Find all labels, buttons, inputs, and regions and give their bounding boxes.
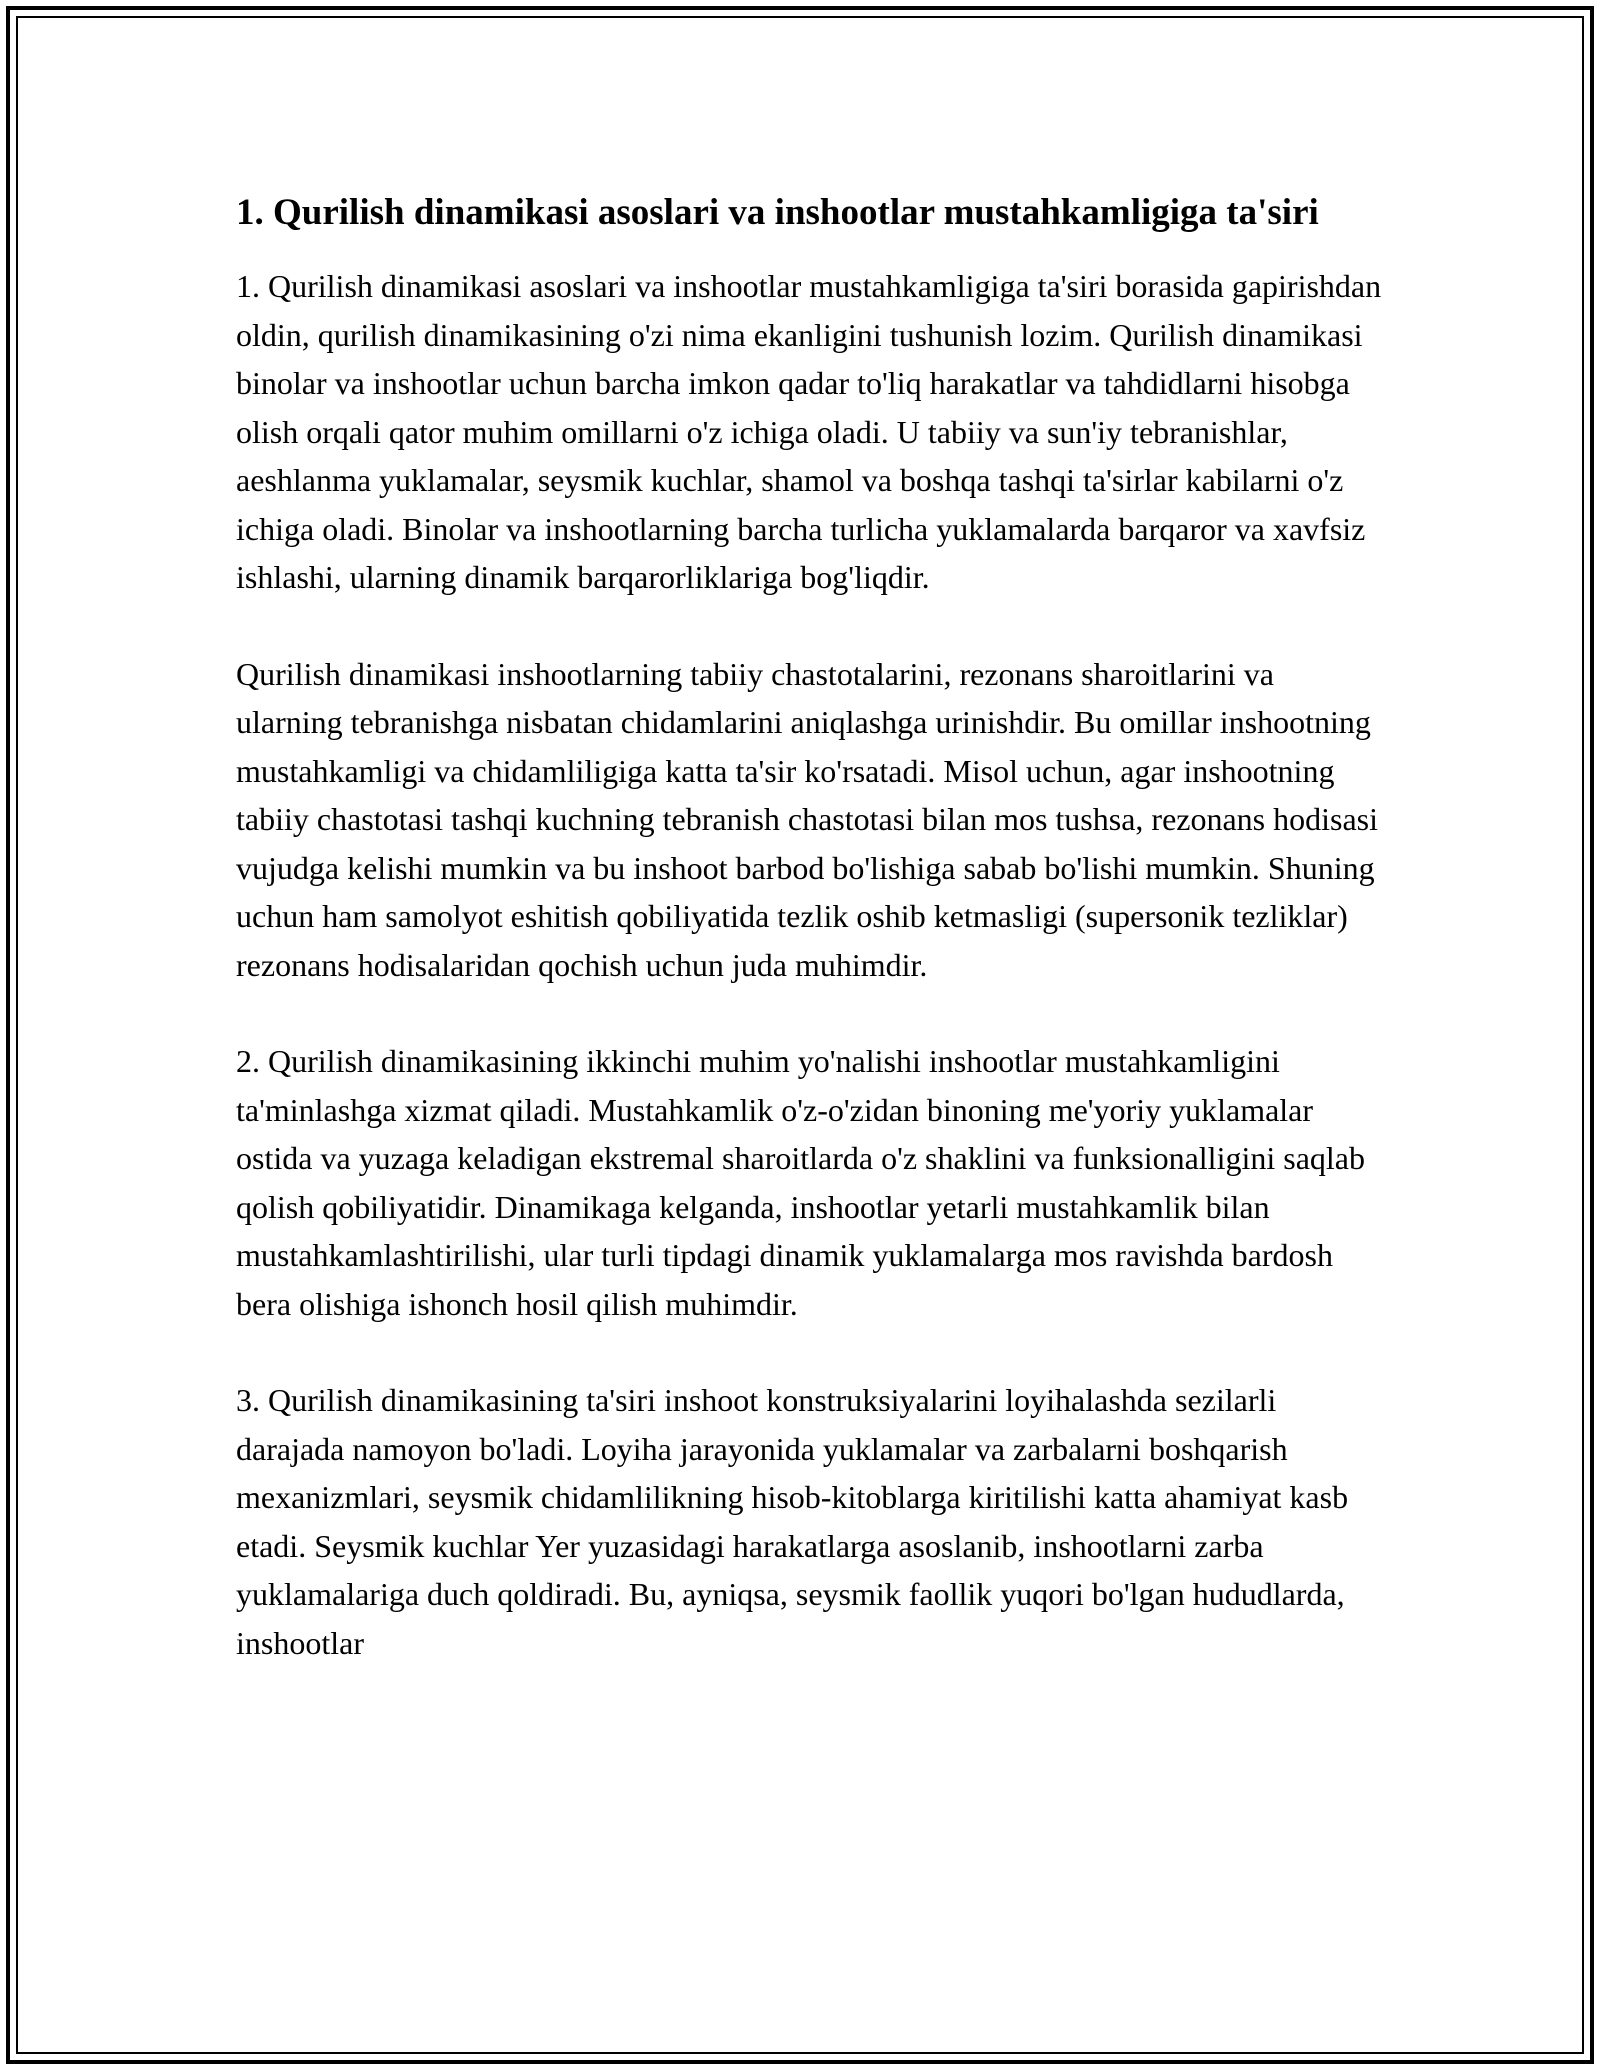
- document-body: [236, 186, 1386, 1715]
- paragraph-3: 2. Qurilish dinamikasining ikkinchi muhim yo'nalishi inshootlar mustahkamligini ta'minlashga xizmat qiladi. Mustahkamlik o'z-o'zidan binoning me'yoriy yuklamalar ostida va yuzaga keladigan ekstremal sharoitlarda o'z shaklini va funksionalligini saqlab qolish qobiliyatidir. Dinamikaga kelganda, inshootlar yetarli mustahkamlik bilan mustahkamlashtirilishi, ular turli tipdagi dinamik yuklamalarga mos ravishda bardosh bera olishiga ishonch hosil qilish muhimdir.: [236, 1043, 1365, 1322]
- paragraph-2: Qurilish dinamikasi inshootlarning tabiiy chastotalarini, rezonans sharoitlarini va ularning tebranishga nisbatan chidamlarini aniqlashga urinishdir. Bu omillar inshootning mustahkamligi va chidamliligiga katta ta'sir ko'rsatadi. Misol uchun, agar inshootning tabiiy chastotasi tashqi kuchning tebranish chastotasi bilan mos tushsa, rezonans hodisasi vujudga kelishi mumkin va bu inshoot barbod bo'lishiga sabab bo'lishi mumkin. Shuning uchun ham samolyot eshitish qobiliyatida tezlik oshib ketmasligi (supersonik tezliklar) rezonans hodisalaridan qochish uchun juda muhimdir.: [236, 655, 1379, 983]
- paragraph-1: 1. Qurilish dinamikasi asoslari va inshootlar mustahkamligiga ta'siri borasida gapirishdan oldin, qurilish dinamikasining o'zi nima ekanligini tushunish lozim. Qurilish dinamikasi binolar va inshootlar uchun barcha imkon qadar to'liq harakatlar va tahdidlarni hisobga olish orqali qator muhim omillarni o'z ichiga oladi. U tabiiy va sun'iy tebranishlar, aeshlanma yuklamalar, seysmik kuchlar, shamol va boshqa tashqi ta'sirlar kabilarni o'z ichiga oladi. Binolar va inshootlarning barcha turlicha yuklamalarda barqaror va xavfsiz ishlashi, ularning dinamik barqarorliklariga bog'liqdir.: [236, 268, 1382, 595]
- paragraph-4: 3. Qurilish dinamikasining ta'siri inshoot konstruksiyalarini loyihalashda sezilarli darajada namoyon bo'ladi. Loyiha jarayonida yuklamalar va zarbalarni boshqarish mexanizmlari, seysmik chidamlilikning hisob-kitoblarga kiritilishi katta ahamiyat kasb etadi. Seysmik kuchlar Yer yuzasidagi harakatlarga asoslanib, inshootlarni zarba yuklamalariga duch qoldiradi. Bu, ayniqsa, seysmik faollik yuqori bo'lgan hududlarda, inshootlar: [236, 1382, 1349, 1661]
- document-heading: 1. Qurilish dinamikasi asoslari va inshootlar mustahkamligiga ta'siri: [236, 192, 1319, 233]
